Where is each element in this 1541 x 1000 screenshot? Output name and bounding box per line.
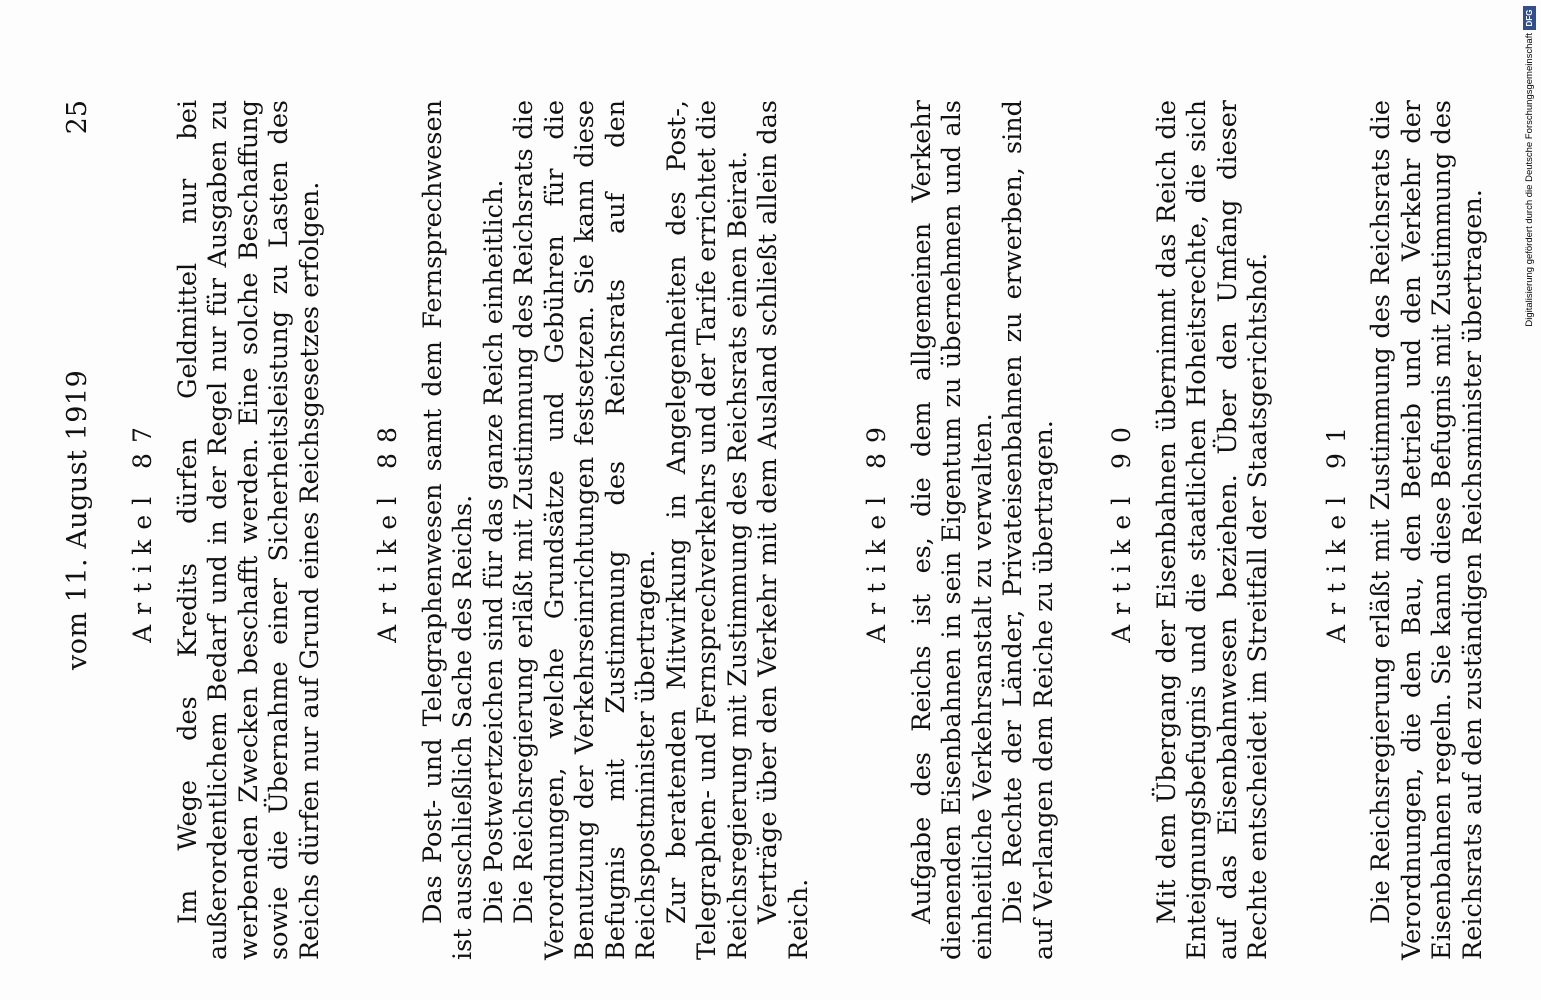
article-paragraph: Im Wege des Kredits dürfen Geldmittel nur bei außerordentlichem Bedarf und in der Regel nur für Ausgaben zu werbenden Zwecken beschafft werden. Eine solche Beschaffung sowie die Übernahme einer Sicherheitsleistung zu Lasten des Reichs dürfen nur auf Grund eines Reichsgesetzes erfolgen. bbox=[172, 100, 325, 960]
running-head bbox=[60, 100, 100, 960]
dfg-logo: DFG bbox=[1523, 6, 1536, 30]
article-paragraph: Verträge über den Verkehr mit dem Ausland schließt allein das Reich. bbox=[753, 100, 814, 960]
article-paragraph: Die Reichsregierung erläßt mit Zustimmung des Reichsrats die Verordnungen, die den Bau, den Betrieb und den Verkehr der Eisenbahnen regeln. Sie kann diese Befugnis mit Zustimmung des Reichsrats auf den zuständigen Reichsminister übertragen. bbox=[1366, 100, 1488, 960]
article-block bbox=[1107, 100, 1274, 960]
article-paragraph: Mit dem Übergang der Eisenbahnen übernimmt das Reich die Enteignungsbefugnis und die staatlichen Hoheitsrechte, die sich auf das Eisenbahnwesen beziehen. Über den Umfang dieser Rechte entscheidet im Streitfall der Staatsgerichtshof. bbox=[1151, 100, 1273, 960]
article-heading: Artikel 89 bbox=[862, 417, 891, 643]
article-block bbox=[128, 100, 325, 960]
article-paragraph: Die Reichsregierung erläßt mit Zustimmung des Reichsrats die Verordnungen, welche Grundsätze und Gebühren für die Benutzung der Verkehrseinrichtungen festsetzen. Sie kann diese Befugnis mit Zustimmung des Reichsrats auf den Reichspostminister übertragen. bbox=[509, 100, 661, 960]
dfg-credit-sidebar bbox=[1520, 6, 1538, 396]
running-head-date: vom 11. August 1919 bbox=[62, 369, 93, 670]
rotated-page-content bbox=[60, 60, 1520, 960]
page-number: 25 bbox=[62, 100, 93, 135]
article-heading: Artikel 91 bbox=[1321, 417, 1351, 643]
dfg-credit-text: Digitalisierung gefördert durch die Deutsche Forschungsgemeinschaft bbox=[1523, 33, 1535, 327]
article-paragraph: Das Post- und Telegraphenwesen samt dem Fernsprechwesen ist ausschließlich Sache des Reichs. bbox=[417, 100, 478, 960]
article-block bbox=[373, 100, 814, 960]
article-paragraph: Zur beratenden Mitwirkung in Angelegenheiten des Post-, Telegraphen- und Fernsprechverkehrs und der Tarife errichtet die Reichsregierung mit Zustimmung des Reichsrats einen Beirat. bbox=[661, 100, 753, 960]
article-paragraph: Die Rechte der Länder, Privateisenbahnen zu erwerben, sind auf Verlangen dem Reiche zu übertragen. bbox=[998, 100, 1059, 960]
article-paragraph: Aufgabe des Reichs ist es, die dem allgemeinen Verkehr dienenden Eisenbahnen in sein Eigentum zu übernehmen und als einheitliche Verkehrsanstalt zu verwalten. bbox=[906, 100, 998, 960]
page-body bbox=[118, 100, 1536, 960]
article-heading: Artikel 88 bbox=[373, 417, 402, 643]
article-heading: Artikel 87 bbox=[128, 417, 157, 643]
article-block bbox=[862, 100, 1059, 960]
article-heading: Artikel 90 bbox=[1107, 417, 1136, 643]
article-block bbox=[1322, 100, 1489, 960]
article-paragraph: Die Postwertzeichen sind für das ganze Reich einheitlich. bbox=[478, 179, 509, 924]
